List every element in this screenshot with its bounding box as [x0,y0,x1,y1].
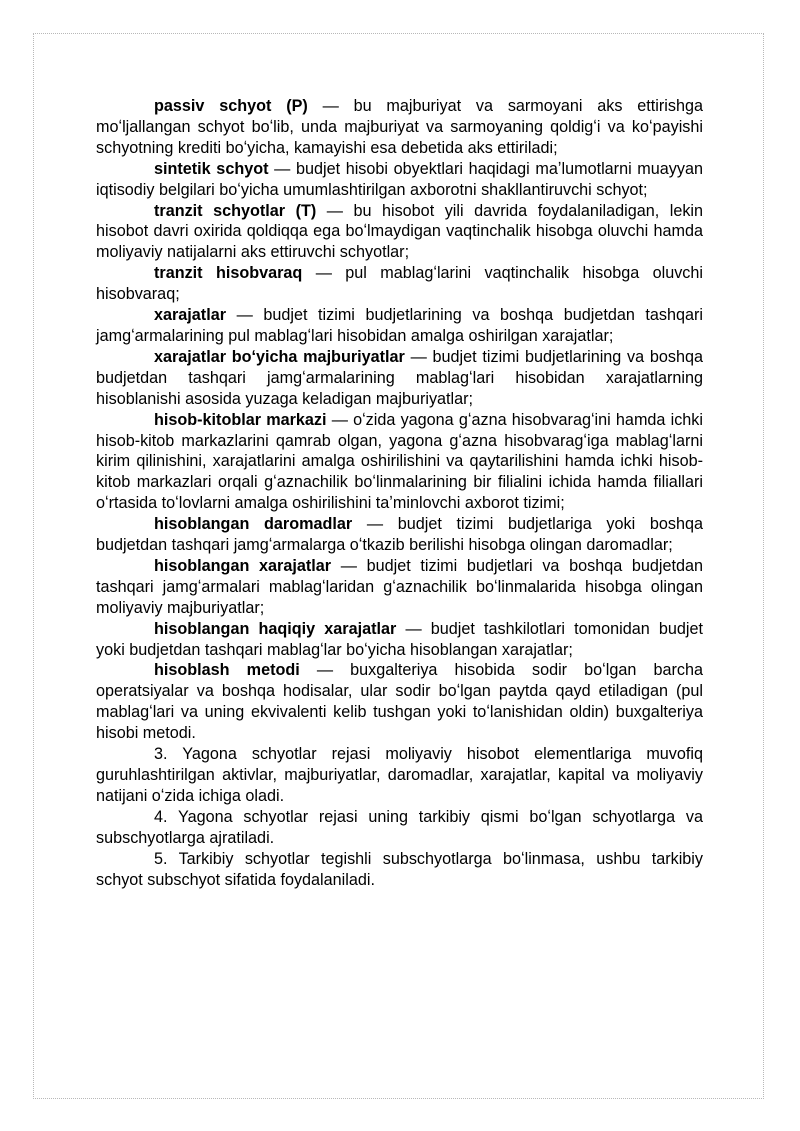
definition-text: — budjet tizimi budjetlariga yoki boshqa budjetdan tashqari jamgʻarmalarga oʻtkazib berilishi hisobga olingan daromadlar; [96,515,703,555]
definition-paragraph [96,556,703,619]
definition-paragraph [96,159,703,201]
definition-term: hisoblangan daromadlar [154,515,353,534]
definition-paragraph [96,347,703,410]
definition-paragraph [96,514,703,556]
definition-term: sintetik schyot [154,159,269,178]
document-body [96,96,703,890]
definition-paragraph [96,305,703,347]
numbered-paragraph-3: 3. Yagona schyotlar rejasi moliyaviy hisobot elementlariga muvofiq guruhlashtirilgan aktivlar, majburiyatlar, daromadlar, xarajatlar, kapital va moliyaviy natijani oʻzida ichiga oladi. [96,745,703,805]
definition-term: hisoblash metodi [154,661,300,680]
definition-text: — bu hisobot yili davrida foydalaniladigan, lekin hisobot davri oxirida qoldiqqa ega boʻlmaydigan vaqtinchalik hisobga oluvchi hamda moliyaviy natijalarni aks ettiruvchi schyotlar; [96,201,704,262]
numbered-paragraph-5: 5. Tarkibiy schyotlar tegishli subschyotlarga boʻlinmasa, ushbu tarkibiy schyot subschyot sifatida foydalaniladi. [96,849,703,889]
definition-text: — budjet tashkilotlari tomonidan budjet yoki budjetdan tashqari mablagʻlar boʻyicha hisoblangan xarajatlar; [96,619,703,659]
definition-text: — budjet hisobi obyektlari haqidagi maʼlumotlarni muayyan iqtisodiy belgilari boʻyicha umumlashtirilgan axborotni shakllantiruvchi schyot; [96,159,703,199]
definition-paragraph [96,660,703,744]
definition-text: — pul mablagʻlarini vaqtinchalik hisobga oluvchi hisobvaraq; [96,264,703,304]
definition-term: tranzit hisobvaraq [154,264,303,283]
numbered-paragraph-4: 4. Yagona schyotlar rejasi uning tarkibiy qismi boʻlgan schyotlarga va subschyotlarga ajratiladi. [96,807,703,847]
definition-term: hisob-kitoblar markazi [154,410,327,429]
definition-term: tranzit schyotlar (T) [154,201,317,220]
definition-paragraph [96,619,703,661]
definition-term: hisoblangan xarajatlar [154,556,332,575]
definition-paragraph [96,96,703,159]
definition-text: — buxgalteriya hisobida sodir boʻlgan barcha operatsiyalar va boshqa hodisalar, ular sodir boʻlgan paytda qayd etiladigan (pul mablagʻlari va uning ekvivalenti kelib tushgan yoki toʻlanishidan oldin) buxgalteriya hisobi metodi. [96,661,703,743]
definition-text: — oʻzida yagona gʻazna hisobvaragʻini hamda ichki hisob-kitob markazlarini qamrab olgan, yagona gʻazna hisobvaragʻiga mablagʻlarni kirim qilinishini, xarajatlarini amalga oshirilishini va qaytarilishini hamda ichki hisob-kitob markazlari orqali gʻaznachilik boʻlinmalarining bir filialini ichida hamda filiallari oʻrtasida toʻlovlarni amalga oshirilishini taʼminlovchi axborot tizimi; [96,410,704,513]
definition-term: xarajatlar boʻyicha majburiyatlar [154,347,405,366]
definition-paragraph [96,263,703,305]
definition-text: — budjet tizimi budjetlarining va boshqa budjetdan tashqari jamgʻarmalarining pul mablagʻlari hisobidan amalga oshirilgan xarajatlar; [96,306,703,345]
definition-text: — budjet tizimi budjetlarining va boshqa budjetdan tashqari jamgʻarmalarining mablagʻlari hisobidan xarajatlarning hisoblanishi asosida yuzaga keladigan majburiyatlar; [96,347,704,408]
definition-paragraph [96,410,703,515]
definition-term: xarajatlar [154,306,226,325]
definition-text: — bu majburiyat va sarmoyani aks ettirishga moʻljallangan schyot boʻlib, unda majburiyat va sarmoyaning qoldigʻi va koʻpayishi schyotning krediti boʻyicha, kamayishi esa debetida aks ettiriladi; [96,97,703,157]
definition-term: passiv schyot (P) [154,97,308,115]
definition-text: — budjet tizimi budjetlari va boshqa budjetdan tashqari jamgʻarmalari mablagʻlaridan gʻaznachilik boʻlinmalarida hisobga olingan moliyaviy majburiyatlar; [96,556,704,617]
definition-paragraph [96,201,703,264]
definition-term: hisoblangan haqiqiy xarajatlar [154,619,397,638]
